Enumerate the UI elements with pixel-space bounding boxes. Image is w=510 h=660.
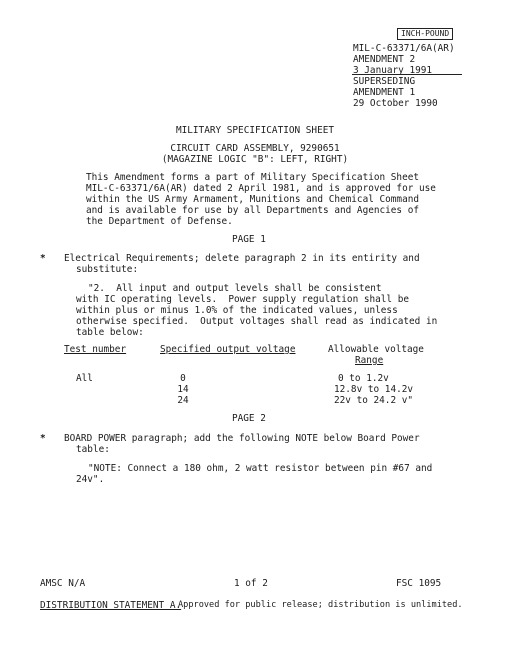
page-number: 1 of 2 [234, 578, 268, 589]
intro-line: This Amendment forms a part of Military Specification Sheet [86, 172, 420, 183]
page2-lead-line: BOARD POWER paragraph; add the following NOTE below Board Power [64, 433, 420, 444]
assembly-title: CIRCUIT CARD ASSEMBLY, 9290651 [170, 143, 340, 154]
header-rule [352, 74, 462, 75]
table-cell-range: 12.8v to 14.2v [334, 384, 414, 395]
quote-line: within plus or minus 1.0% of the indicated values, unless [76, 305, 398, 316]
fsc-code: FSC 1095 [396, 578, 442, 589]
intro-line: within the US Army Armament, Munitions and Chemical Command [86, 194, 420, 205]
superseding-label: SUPERSEDING [353, 76, 416, 87]
table-cell-range: 0 to 1.2v [338, 373, 389, 384]
amendment-date: 3 January 1991 [353, 65, 433, 76]
table-cell-range: 22v to 24.2 v" [334, 395, 414, 406]
amendment-number: AMENDMENT 2 [353, 54, 416, 65]
assembly-subtitle: (MAGAZINE LOGIC "B": LEFT, RIGHT) [161, 154, 349, 165]
col-allowable-voltage: Allowable voltage [328, 344, 424, 355]
intro-line: the Department of Defense. [86, 216, 233, 227]
col-test-number: Test number [64, 344, 127, 355]
page1-lead-line: Electrical Requirements; delete paragraph 2 in its entirity and [64, 253, 420, 264]
previous-date: 29 October 1990 [353, 98, 438, 109]
note-line: "NOTE: Connect a 180 ohm, 2 watt resistor between pin #67 and [88, 463, 433, 474]
test-number-cell: All [76, 373, 93, 384]
intro-line: and is available for use by all Departments and Agencies of [86, 205, 420, 216]
table-cell-spec: 24 [177, 395, 189, 406]
change-marker: * [40, 253, 46, 264]
page2-lead-line: table: [76, 444, 110, 455]
note-line: 24v". [76, 474, 105, 485]
page1-heading: PAGE 1 [232, 234, 266, 245]
amsc-code: AMSC N/A [40, 578, 86, 589]
sheet-title: MILITARY SPECIFICATION SHEET [175, 125, 335, 136]
doc-id: MIL-C-63371/6A(AR) [353, 43, 455, 54]
col-range: Range [355, 355, 384, 366]
quote-line: "2. All input and output levels shall be consistent [88, 283, 382, 294]
distribution-text: Approved for public release; distribution is unlimited. [178, 600, 463, 610]
table-cell-spec: 14 [177, 384, 189, 395]
change-marker: * [40, 433, 46, 444]
page1-lead-line: substitute: [76, 264, 139, 275]
col-specified-voltage: Specified output voltage [160, 344, 296, 355]
quote-line: with IC operating levels. Power supply regulation shall be [76, 294, 410, 305]
inch-pound-badge: INCH-POUND [397, 28, 453, 40]
table-cell-spec: 0 [180, 373, 186, 384]
intro-line: MIL-C-63371/6A(AR) dated 2 April 1981, and is approved for use [86, 183, 436, 194]
page2-heading: PAGE 2 [232, 413, 266, 424]
previous-amendment: AMENDMENT 1 [353, 87, 416, 98]
quote-line: table below: [76, 327, 144, 338]
quote-line: otherwise specified. Output voltages shall read as indicated in [76, 316, 438, 327]
distribution-label: DISTRIBUTION STATEMENT A. [40, 600, 182, 611]
